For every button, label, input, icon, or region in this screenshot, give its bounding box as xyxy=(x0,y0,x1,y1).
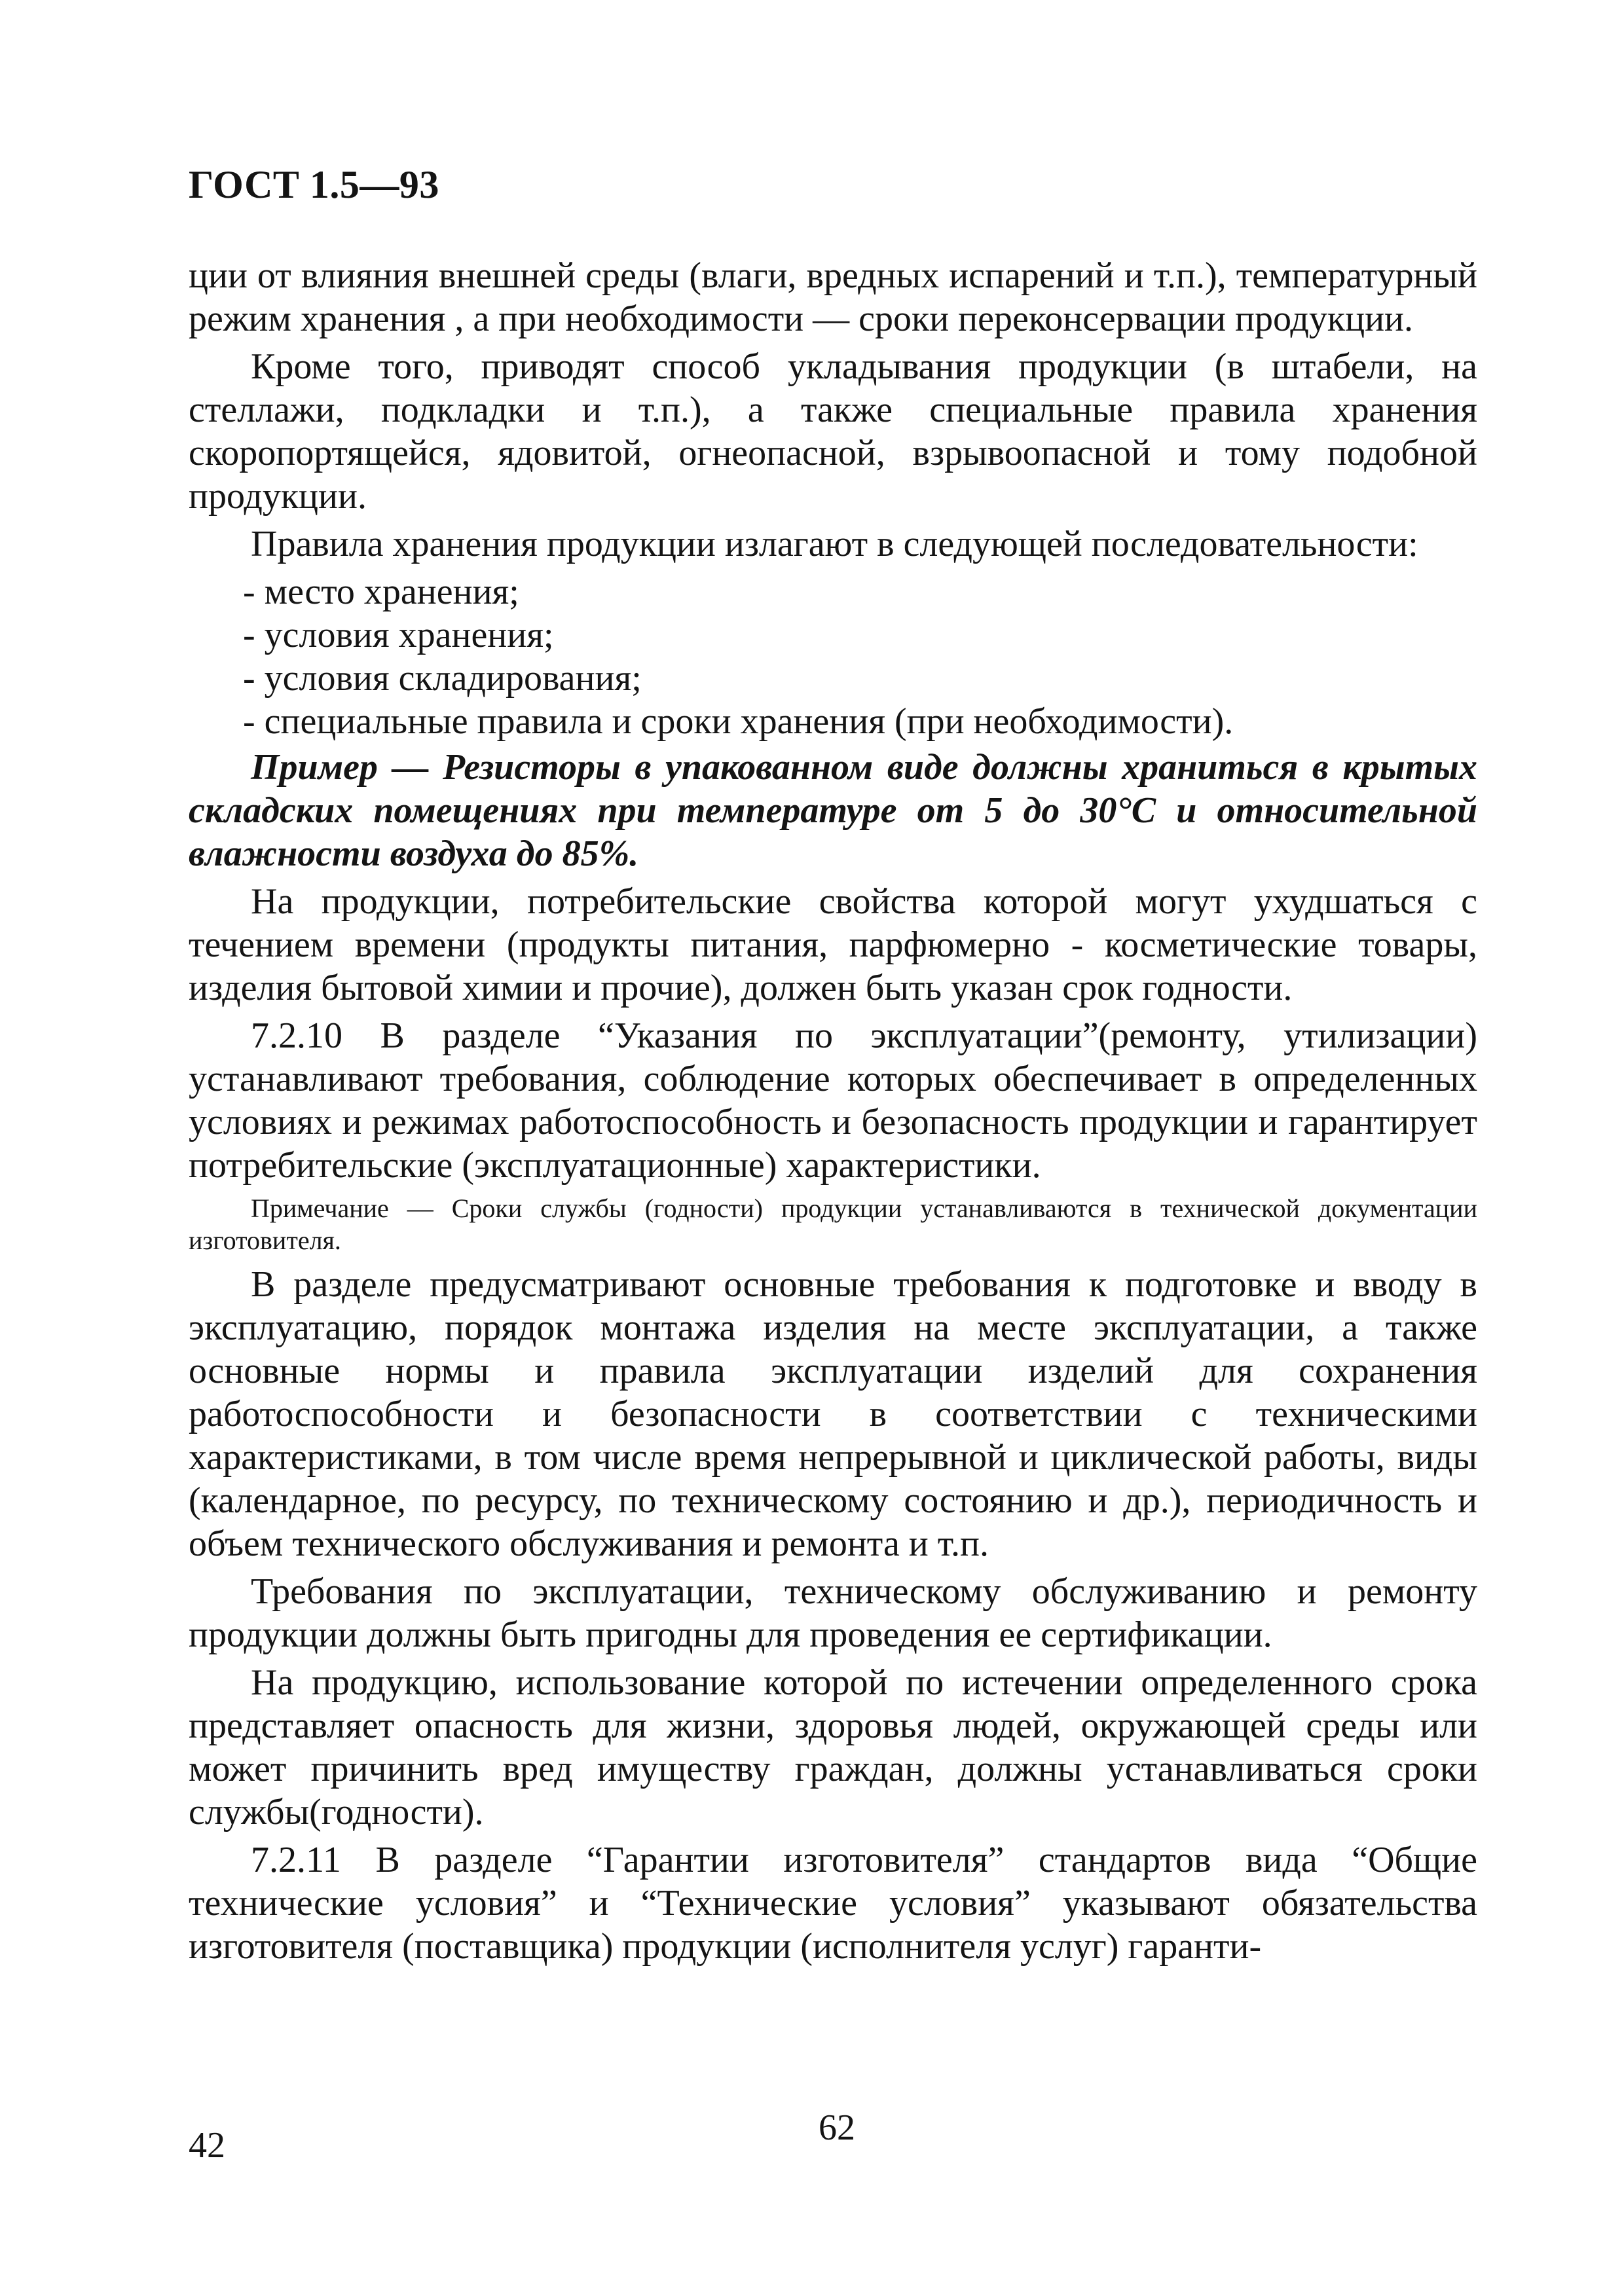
paragraph: На продукцию, использование которой по истечении определенного срока представляет опасность для жизни, здоровья людей, окружающей среды или может причинить вред имуществу граждан, должны устанавливаться сроки службы(годности). xyxy=(189,1662,1477,1832)
paragraph: Требования по эксплуатации, техническому обслуживанию и ремонту продукции должны быть пригодны для проведения ее сертификации. xyxy=(189,1571,1477,1655)
example-paragraph: Пример — Резисторы в упакованном виде должны храниться в крытых складских помещениях при температуре от 5 до 30°С и относительной влажности воздуха до 85%. xyxy=(189,747,1477,874)
list-item: - условия складирования; xyxy=(243,658,642,699)
paragraph: Правила хранения продукции излагают в следующей последовательности: xyxy=(251,524,1418,564)
page-number: 42 xyxy=(189,2125,225,2166)
paragraph: ции от влияния внешней среды (влаги, вредных испарений и т.п.), температурный режим хранения , а при необходимости — сроки переконсервации продукции. xyxy=(189,255,1477,339)
paragraph: Кроме того, приводят способ укладывания продукции (в штабели, на стеллажи, подкладки и т.п.), а также специальные правила хранения скоропортящейся, ядовитой, огнеопасной, взрывоопасной и тому подобной продукции. xyxy=(189,346,1477,517)
list-item: - условия хранения; xyxy=(243,615,554,655)
note-paragraph: Примечание — Сроки службы (годности) продукции устанавливаются в технической документации изготовителя. xyxy=(189,1194,1477,1255)
document-body xyxy=(189,254,1477,1973)
paragraph: На продукции, потребительские свойства которой могут ухудшаться с течением времени (продукты питания, парфюмерно - косметические товары, изделия бытовой химии и прочие), должен быть указан срок годности. xyxy=(189,881,1477,1008)
section-7-2-11: 7.2.11 В разделе “Гарантии изготовителя” стандартов вида “Общие технические условия” и “Технические условия” указывают обязательства изготовителя (поставщика) продукции (исполнителя услуг) гаранти- xyxy=(189,1840,1477,1967)
list-item: - специальные правила и сроки хранения (при необходимости). xyxy=(243,701,1234,742)
document-header: ГОСТ 1.5—93 xyxy=(189,163,439,206)
sheet-number: 62 xyxy=(819,2107,855,2148)
list-item: - место хранения; xyxy=(243,572,519,612)
paragraph: В разделе предусматривают основные требования к подготовке и вводу в эксплуатацию, порядок монтажа изделия на месте эксплуатации, а также основные нормы и правила эксплуатации изделий для сохранения работоспособности и безопасности в соответствии с техническими характеристиками, в том числе время непрерывной и циклической работы, виды (календарное, по ресурсу, по техническому состоянию и др.), периодичность и объем технического обслуживания и ремонта и т.п. xyxy=(189,1264,1477,1564)
section-7-2-10: 7.2.10 В разделе “Указания по эксплуатации”(ремонту, утилизации) устанавливают требования, соблюдение которых обеспечивает в определенных условиях и режимах работоспособность и безопасность продукции и гарантирует потребительские (эксплуатационные) характеристики. xyxy=(189,1015,1477,1186)
